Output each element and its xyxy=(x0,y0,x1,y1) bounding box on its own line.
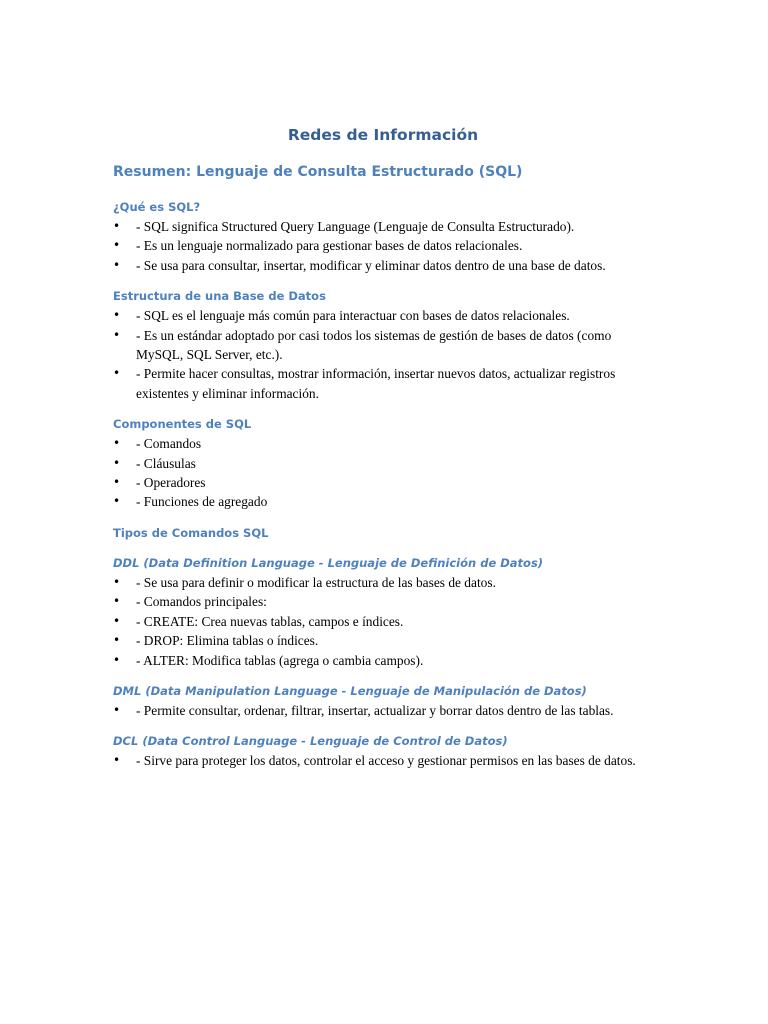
bullet-icon: • xyxy=(113,475,121,490)
list-item xyxy=(113,434,653,453)
section-heading: Estructura de una Base de Datos xyxy=(113,289,326,304)
section-componentes xyxy=(113,415,653,512)
list-item xyxy=(113,364,653,403)
list-item-text: - Cláusulas xyxy=(136,455,196,471)
bullet-icon: • xyxy=(113,574,121,589)
list-item-text: - SQL significa Structured Query Language (Lenguaje de Consulta Estructurado). xyxy=(136,219,575,234)
section-ddl xyxy=(113,554,653,670)
section-heading: DDL (Data Definition Language - Lenguaje de Definición de Datos) xyxy=(113,555,544,570)
bullet-icon: • xyxy=(113,633,121,648)
list-item xyxy=(113,701,653,720)
bullet-icon: • xyxy=(113,238,121,253)
list-item-text: - Operadores xyxy=(136,475,206,491)
list-item xyxy=(113,326,653,365)
bullet-icon: • xyxy=(113,753,121,768)
document-subtitle: Resumen: Lenguaje de Consulta Estructurado (SQL) xyxy=(113,164,523,180)
section-heading: DML (Data Manipulation Language - Lenguaje de Manipulación de Datos) xyxy=(113,683,587,698)
list-item xyxy=(113,651,653,670)
list-item-text: - Se usa para consultar, insertar, modificar y eliminar datos dentro de una base de datos. xyxy=(136,257,606,273)
section-heading: ¿Qué es SQL? xyxy=(113,200,201,214)
bullet-icon: • xyxy=(113,219,121,233)
list-item-text: - SQL es el lenguaje más común para interactuar con bases de datos relacionales. xyxy=(136,308,570,324)
list-item xyxy=(113,573,653,592)
list-item xyxy=(113,306,653,325)
bullet-icon: • xyxy=(113,652,121,667)
list-item-text: - Se usa para definir o modificar la estructura de las bases de datos. xyxy=(136,574,496,590)
list-item xyxy=(113,454,653,473)
list-item-text: - DROP: Elimina tablas o índices. xyxy=(136,633,319,649)
list-item-text: - CREATE: Crea nuevas tablas, campos e índices. xyxy=(136,613,404,629)
bullet-list xyxy=(113,751,653,770)
bullet-list xyxy=(113,434,653,512)
bullet-icon: • xyxy=(113,594,121,609)
list-item-text: - Comandos xyxy=(136,436,202,452)
bullet-list xyxy=(113,306,653,403)
section-heading: Tipos de Comandos SQL xyxy=(113,525,269,540)
bullet-list xyxy=(113,217,653,275)
bullet-icon: • xyxy=(113,702,121,717)
list-item xyxy=(113,592,653,611)
list-item-text: - Es un estándar adoptado por casi todos los sistemas de gestión de bases de datos (como MySQL, SQL Server, etc.). xyxy=(136,327,612,363)
section-que-es-sql xyxy=(113,198,653,275)
bullet-icon: • xyxy=(113,257,121,272)
list-item-text: - Funciones de agregado xyxy=(136,494,268,510)
section-heading: Componentes de SQL xyxy=(113,417,252,432)
bullet-icon: • xyxy=(113,436,121,451)
list-item-text: - Sirve para proteger los datos, controlar el acceso y gestionar permisos en las bases de datos. xyxy=(136,753,636,769)
bullet-list xyxy=(113,573,653,670)
list-item xyxy=(113,256,653,275)
list-item xyxy=(113,236,653,255)
section-heading: DCL (Data Control Language - Lenguaje de Control de Datos) xyxy=(113,734,508,749)
list-item xyxy=(113,631,653,650)
bullet-icon: • xyxy=(113,455,121,470)
list-item xyxy=(113,612,653,631)
bullet-icon: • xyxy=(113,366,121,381)
list-item xyxy=(113,492,653,511)
document-body xyxy=(113,198,653,783)
section-dcl xyxy=(113,732,653,770)
document-title: Redes de Información xyxy=(287,126,479,144)
list-item-text: - Es un lenguaje normalizado para gestionar bases de datos relacionales. xyxy=(136,238,523,254)
list-item-text: - ALTER: Modifica tablas (agrega o cambia campos). xyxy=(136,652,424,668)
bullet-icon: • xyxy=(113,613,121,628)
bullet-icon: • xyxy=(113,494,121,509)
section-tipos-comandos xyxy=(113,524,653,542)
bullet-list xyxy=(113,701,653,720)
list-item-text: - Comandos principales: xyxy=(136,594,267,610)
list-item xyxy=(113,473,653,492)
list-item xyxy=(113,751,653,770)
bullet-icon: • xyxy=(113,308,121,323)
section-dml xyxy=(113,682,653,720)
list-item xyxy=(113,217,653,236)
bullet-icon: • xyxy=(113,327,121,342)
list-item-text: - Permite consultar, ordenar, filtrar, insertar, actualizar y borrar datos dentro de las tablas. xyxy=(136,702,614,718)
section-estructura xyxy=(113,287,653,403)
list-item-text: - Permite hacer consultas, mostrar información, insertar nuevos datos, actualizar registros existentes y eliminar información. xyxy=(136,366,616,401)
